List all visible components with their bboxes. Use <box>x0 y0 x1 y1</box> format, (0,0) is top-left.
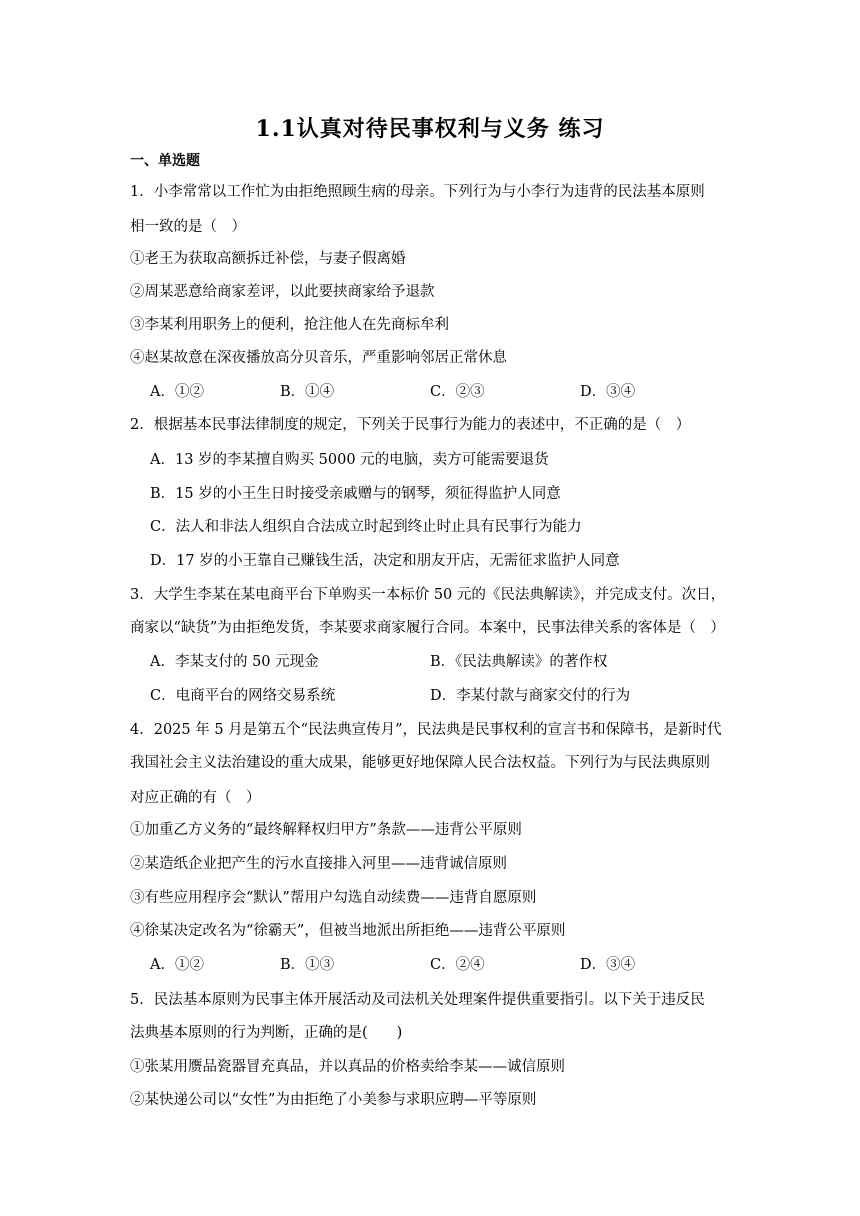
q2-option-a: A．13 岁的李某擅自购买 5000 元的电脑，卖方可能需要退货 <box>150 452 549 468</box>
q2-stem: 2．根据基本民事法律制度的规定，下列关于民事行为能力的表述中，不正确的是（ ） <box>130 417 691 433</box>
q3-option-d: D．李某付款与商家交付的行为 <box>430 688 631 704</box>
q4-option-b: B．①③ <box>280 957 335 973</box>
q1-item-1: ①老王为获取高额拆迁补偿，与妻子假离婚 <box>130 251 406 267</box>
q4-item-1: ①加重乙方义务的“最终解释权归甲方”条款——违背公平原则 <box>130 822 522 838</box>
q4-option-a: A．①② <box>150 957 204 973</box>
q4-option-c: C．②④ <box>430 957 485 973</box>
q4-stem-line-1: 4．2025 年 5 月是第五个“民法典宣传月”，民法典是民事权利的宣言书和保障书，是新时代 <box>130 722 722 738</box>
q1-item-2: ②周某恶意给商家差评，以此要挟商家给予退款 <box>130 284 435 300</box>
q3-option-a: A．李某支付的 50 元现金 <box>150 654 319 670</box>
q2-option-b: B．15 岁的小王生日时接受亲戚赠与的钢琴，须征得监护人同意 <box>150 486 561 502</box>
q4-item-2: ②某造纸企业把产生的污水直接排入河里——违背诚信原则 <box>130 856 507 872</box>
q3-stem-line-2: 商家以“缺货”为由拒绝发货，李某要求商家履行合同。本案中，民事法律关系的客体是（ ） <box>130 620 725 636</box>
q2-option-d: D．17 岁的小王靠自己赚钱生活，决定和朋友开店，无需征求监护人同意 <box>150 553 620 569</box>
q4-stem-line-3: 对应正确的有（ ） <box>130 790 261 806</box>
q4-item-3: ③有些应用程序会“默认”帮用户勾选自动续费——违背自愿原则 <box>130 890 537 906</box>
q5-stem-line-1: 5．民法基本原则为民事主体开展活动及司法机关处理案件提供重要指引。以下关于违反民 <box>130 992 705 1008</box>
q4-stem-line-2: 我国社会主义法治建设的重大成果，能够更好地保障人民合法权益。下列行为与民法典原则 <box>130 755 710 771</box>
q5-stem-line-2: 法典基本原则的行为判断，正确的是( ) <box>130 1025 403 1041</box>
q1-item-4: ④赵某故意在深夜播放高分贝音乐，严重影响邻居正常休息 <box>130 350 507 366</box>
q4-item-4: ④徐某决定改名为“徐霸天”，但被当地派出所拒绝——违背公平原则 <box>130 923 566 939</box>
page-title: 1.1认真对待民事权利与义务 练习 <box>255 116 605 142</box>
q3-option-b: B．《民法典解读》的著作权 <box>430 654 608 670</box>
q1-stem-line-2: 相一致的是（ ） <box>130 219 246 235</box>
q5-item-1: ①张某用赝品瓷器冒充真品，并以真品的价格卖给李某——诚信原则 <box>130 1059 565 1075</box>
q3-stem-line-1: 3．大学生李某在某电商平台下单购买一本标价 50 元的《民法典解读》，并完成支付。次日， <box>130 587 726 603</box>
q1-option-a: A．①② <box>150 384 204 400</box>
q5-item-2: ②某快递公司以“女性”为由拒绝了小美参与求职应聘—平等原则 <box>130 1092 537 1108</box>
q1-stem-line-1: 1．小李常常以工作忙为由拒绝照顾生病的母亲。下列行为与小李行为违背的民法基本原则 <box>130 184 705 200</box>
q1-option-b: B．①④ <box>280 384 335 400</box>
q4-option-d: D．③④ <box>580 957 636 973</box>
q3-option-c: C．电商平台的网络交易系统 <box>150 688 336 704</box>
q1-option-c: C．②③ <box>430 384 485 400</box>
q2-option-c: C．法人和非法人组织自合法成立时起到终止时止具有民事行为能力 <box>150 519 582 535</box>
q1-item-3: ③李某利用职务上的便利，抢注他人在先商标牟利 <box>130 317 449 333</box>
q1-option-d: D．③④ <box>580 384 636 400</box>
section-heading: 一、单选题 <box>130 153 200 169</box>
